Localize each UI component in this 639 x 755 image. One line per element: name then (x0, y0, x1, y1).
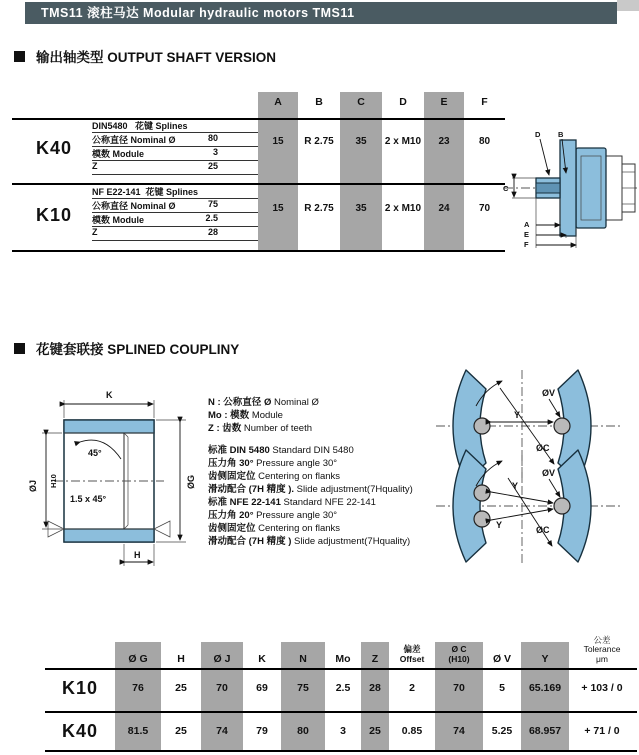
module-row (92, 213, 258, 226)
k10-y: 65.169 (528, 682, 562, 694)
corner-tab (617, 0, 639, 11)
header-line: Ø J (213, 653, 231, 665)
note-cn: 齿侧固定位 (208, 471, 256, 482)
header-line: 公差 (593, 634, 611, 645)
model-label-k40: K40 (61, 721, 99, 741)
dim-label-e: E (524, 230, 530, 239)
k10-h: 25 (175, 682, 187, 694)
legend-symbol: N : 公称直径 Ø (208, 397, 272, 408)
header-line: Ø V (492, 653, 512, 665)
header-line: Offset (399, 653, 425, 664)
table-rule (45, 750, 637, 752)
z-value: 25 (207, 161, 218, 171)
column-highlight-a (258, 92, 298, 252)
legend-text: Module (251, 410, 283, 421)
note-line (208, 483, 453, 496)
dim-label-c: C (503, 184, 509, 193)
z-label: Z (92, 161, 98, 171)
k40-n: 80 (297, 725, 309, 737)
note-line (208, 444, 453, 457)
din-standard-note (208, 444, 453, 496)
k10-z: 28 (369, 682, 381, 694)
spline-pin (474, 485, 490, 501)
k40-oj: 74 (216, 725, 228, 737)
value-k40-a: 15 (272, 136, 284, 147)
col-header-z (361, 628, 389, 668)
section-output-shaft-heading (14, 46, 276, 66)
nominal-value: 75 (207, 199, 218, 209)
header-line: H (177, 653, 185, 665)
k40-og: 81.5 (127, 725, 149, 737)
k40-offset: 0.85 (401, 725, 423, 737)
nfe-standard-note (208, 496, 453, 548)
motor-rear-section (606, 156, 622, 220)
sleeve-cross-section-drawing (28, 382, 218, 577)
spline-sector-left (453, 450, 486, 562)
note-line (208, 496, 453, 509)
sub-rule (92, 174, 258, 175)
note-line (208, 535, 453, 548)
note-en: Standard DIN 5480 (272, 445, 354, 456)
module-label: 模数 Module (92, 149, 144, 159)
dim-label-b: B (558, 130, 564, 139)
k10-k: 69 (256, 682, 268, 694)
sleeve-wall-bottom (64, 529, 154, 542)
col-header-e: E (440, 96, 448, 108)
chamfer-label: 1.5 x 45° (70, 494, 107, 504)
sub-rule (92, 226, 258, 227)
note-cn: 压力角 20° (208, 510, 254, 521)
dim-label-h: H (134, 550, 141, 560)
standard-name: DIN5480 (92, 121, 128, 131)
spline-pin (474, 418, 490, 434)
motor-body (576, 148, 606, 228)
table-rule (12, 183, 505, 185)
sleeve-wall-top (64, 420, 154, 433)
col-header-n (281, 628, 325, 668)
section-heading-text: 输出轴类型 OUTPUT SHAFT VERSION (36, 50, 277, 65)
col-header-offset (389, 628, 435, 668)
bullet-square-icon (14, 51, 25, 62)
value-k10-a: 15 (272, 203, 284, 214)
note-cn: 标准 NFE 22-141 (208, 497, 281, 508)
section-splined-coupling-heading (14, 338, 239, 358)
legend-line (208, 396, 453, 409)
value-k10-e: 24 (438, 203, 450, 214)
nominal-value: 80 (207, 133, 218, 143)
sub-rule (92, 160, 258, 161)
spline-standard-row (92, 119, 258, 132)
z-value: 28 (207, 227, 218, 237)
note-line (208, 457, 453, 470)
module-label: 模数 Module (92, 215, 144, 225)
note-en: Slide adjustment(7Hquality) (296, 484, 413, 495)
model-label-k10: K10 (35, 205, 73, 225)
spline-pin (474, 511, 490, 527)
teeth-row (92, 227, 258, 237)
k10-mo: 2.5 (335, 682, 351, 694)
teeth-row (92, 161, 258, 171)
value-k40-c: 35 (355, 136, 367, 147)
note-cn: 标准 DIN 5480 (208, 445, 270, 456)
motor-flange (560, 140, 576, 236)
k40-mo: 3 (340, 725, 346, 737)
header-line: μm (596, 653, 608, 664)
header-line: Z (371, 653, 379, 665)
legend-text: Number of teeth (243, 423, 313, 434)
k10-tolerance: + 103 / 0 (581, 682, 623, 694)
col-header-mo (325, 628, 361, 668)
note-cn: 压力角 30° (208, 458, 254, 469)
dim-label-f: F (524, 240, 529, 249)
value-k10-d: 2 x M10 (384, 203, 422, 214)
nominal-label: 公称直径 Nominal Ø (92, 201, 176, 211)
sub-rule (92, 146, 258, 147)
dim-label-y: Y (496, 520, 503, 530)
legend-line (208, 422, 453, 435)
k40-tolerance: + 71 / 0 (584, 725, 620, 737)
column-highlight-e (424, 92, 464, 252)
section-heading-text: 花键套联接 SPLINED COUPLINY (36, 342, 240, 357)
dim-label-d: D (535, 130, 541, 139)
col-header-a: A (274, 96, 282, 108)
column-highlight-c (340, 92, 382, 252)
value-k40-e: 23 (438, 136, 450, 147)
header-line: (H10) (448, 653, 470, 664)
value-k40-b: R 2.75 (304, 136, 334, 147)
note-en: Pressure angle 30° (256, 458, 338, 469)
dim-label-a: A (524, 220, 530, 229)
model-label-k10: K10 (61, 678, 99, 698)
dim-label-k: K (106, 390, 113, 400)
col-header-f: F (481, 96, 488, 108)
table-rule (45, 711, 637, 713)
header-line: K (258, 653, 266, 665)
col-header-tolerance (569, 628, 635, 668)
module-row (92, 147, 258, 160)
note-cn: 滑动配合 (7H 精度 ) (208, 536, 292, 547)
col-header-oj (201, 628, 243, 668)
dim-label-y: Y (512, 481, 519, 491)
sub-rule (92, 240, 258, 241)
nominal-label: 公称直径 Nominal Ø (92, 135, 176, 145)
dim-label-og: ØG (186, 474, 196, 489)
header-line: Ø C (451, 644, 467, 654)
note-en: Standard NFE 22-141 (283, 497, 376, 508)
note-cn: 齿侧固定位 (208, 523, 256, 534)
model-label-k40: K40 (35, 138, 73, 158)
k40-ov: 5.25 (491, 725, 513, 737)
sub-rule (92, 132, 258, 133)
col-header-y (521, 628, 569, 668)
k10-n: 75 (297, 682, 309, 694)
dim-label-h10: H10 (49, 474, 58, 488)
table-rule (45, 668, 637, 670)
note-cn: 滑动配合 (7H 精度 ). (208, 484, 295, 495)
value-k10-b: R 2.75 (304, 203, 334, 214)
value-k10-f: 70 (478, 203, 491, 214)
spline-legend (208, 396, 453, 435)
table-rule (12, 250, 505, 252)
coupling-dimensions-table (45, 628, 637, 755)
title-bar (25, 2, 617, 24)
sub-rule (92, 212, 258, 213)
header-line: 偏差 (403, 644, 421, 654)
output-shaft-table (12, 88, 505, 256)
spline-pin (554, 498, 570, 514)
sub-rule (92, 198, 258, 199)
header-line: Y (541, 653, 549, 665)
standard-label: 花键 Splines (135, 121, 188, 131)
header-line: N (299, 653, 307, 665)
note-en: Pressure angle 30° (256, 510, 338, 521)
col-header-og (115, 628, 161, 668)
note-line (208, 509, 453, 522)
module-value: 3 (212, 147, 218, 157)
header-line: Tolerance (583, 644, 621, 654)
dim-label-ov: ØV (542, 468, 556, 478)
note-en: Centering on flanks (258, 523, 341, 534)
nominal-diameter-row (92, 133, 258, 146)
value-k40-d: 2 x M10 (384, 136, 422, 147)
page-title: TMS11 滚柱马达 Modular hydraulic motors TMS11 (41, 6, 355, 20)
motor-shaft-spline (536, 183, 560, 193)
dim-label-oc: ØC (536, 525, 550, 535)
nominal-diameter-row (92, 199, 258, 212)
dim-label-oj: ØJ (28, 479, 38, 492)
dim-label-ov: ØV (542, 388, 556, 398)
spline-coupling-diagrams (436, 356, 639, 586)
legend-line (208, 409, 453, 422)
header-line: Mo (335, 653, 351, 665)
module-value: 2.5 (205, 213, 218, 223)
col-header-d: D (399, 96, 407, 108)
legend-text: Nominal Ø (273, 397, 319, 408)
k10-offset: 2 (409, 682, 415, 694)
note-en: Slide adjustment(7Hquality) (294, 536, 411, 547)
col-header-c: C (357, 96, 365, 108)
header-line: Ø G (128, 653, 148, 665)
spline-standard-row (92, 185, 258, 198)
col-header-oc-h10 (435, 628, 483, 668)
k40-y: 68.957 (528, 725, 562, 737)
dim-label-oc: ØC (536, 443, 550, 453)
k10-ov: 5 (499, 682, 505, 694)
k40-oc: 74 (453, 725, 465, 737)
col-header-h (161, 628, 201, 668)
dim-label-y: Y (514, 410, 521, 420)
legend-symbol: Mo : 模数 (208, 410, 250, 421)
legend-symbol: Z : 齿数 (208, 423, 242, 434)
col-header-b: B (315, 96, 323, 108)
motor-side-view-drawing (502, 126, 639, 256)
k10-oc: 70 (453, 682, 465, 694)
spline-pin (554, 418, 570, 434)
k40-k: 79 (256, 725, 268, 737)
k10-oj: 70 (216, 682, 228, 694)
z-label: Z (92, 227, 98, 237)
note-line (208, 522, 453, 535)
col-header-k (243, 628, 281, 668)
table-rule (12, 118, 505, 120)
k40-z: 25 (369, 725, 381, 737)
note-en: Centering on flanks (258, 471, 341, 482)
angle-label: 45° (88, 448, 102, 458)
value-k10-c: 35 (355, 203, 367, 214)
note-line (208, 470, 453, 483)
col-header-ov (483, 628, 521, 668)
value-k40-f: 80 (478, 136, 491, 147)
k10-og: 76 (132, 682, 144, 694)
bullet-square-icon (14, 343, 25, 354)
standard-label: 花键 Splines (145, 187, 199, 197)
k40-h: 25 (175, 725, 187, 737)
standard-name: NF E22-141 (92, 187, 141, 197)
chamfer-mark-right (154, 521, 170, 537)
